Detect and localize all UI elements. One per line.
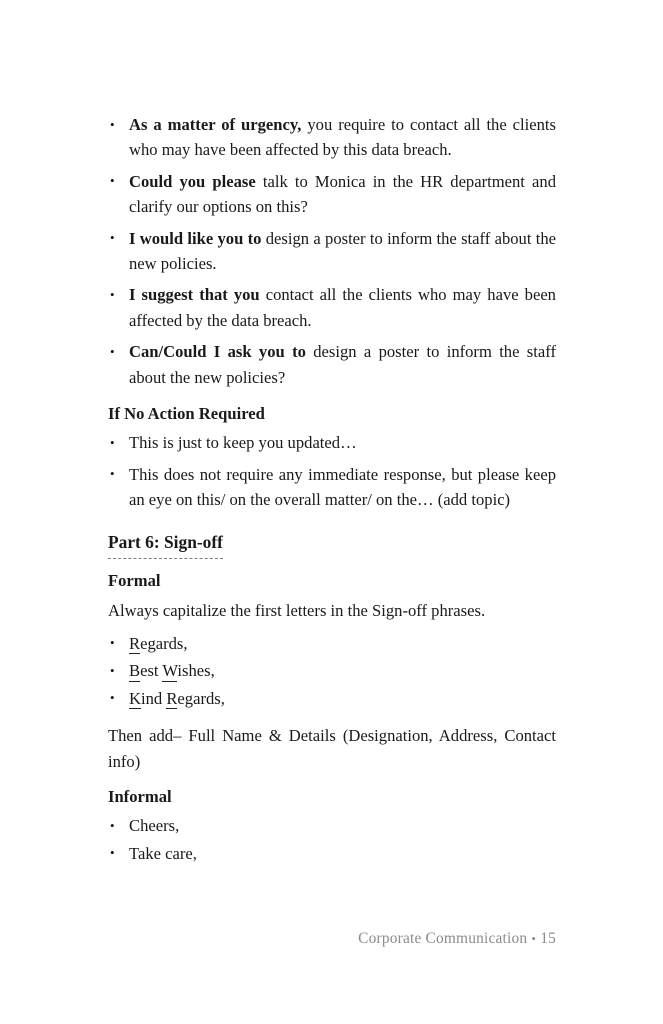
footer-separator-dot: • <box>531 931 537 946</box>
bullet-text: talk to Monica in the HR department and clarify our options on this? <box>129 171 556 217</box>
footer-page-number: 15 <box>540 930 556 947</box>
part-heading-container <box>108 513 556 559</box>
bullet-lead-in: I suggest that you <box>129 285 260 305</box>
bullet-text: you require to contact all the clients who may have been affected by this data breach. <box>129 115 556 160</box>
no-action-list <box>108 430 556 512</box>
list-item <box>108 339 556 390</box>
list-item <box>108 282 556 333</box>
informal-signoff-list <box>108 813 556 866</box>
bullet-lead-in: As a matter of urgency, <box>129 115 302 134</box>
list-item <box>108 686 556 711</box>
list-item <box>108 813 556 838</box>
page-content <box>108 112 556 866</box>
section-heading-formal: Formal <box>108 571 161 591</box>
bullet-lead-in: Could you please <box>129 171 256 191</box>
list-item <box>108 462 556 513</box>
signoff-phrase <box>129 661 215 682</box>
phrase-text: ind <box>140 688 167 708</box>
phrase-text: est <box>140 661 163 681</box>
signoff-phrase: Cheers, <box>129 816 180 836</box>
request-phrases-list <box>108 112 556 390</box>
bullet-lead-in: Can/Could I ask you to <box>129 342 306 362</box>
bullet-text: design a poster to inform the staff about the new policies? <box>129 342 556 387</box>
bullet-text: This does not require any immediate response, but please keep an eye on this/ on the overall matter/ on the… (add topic) <box>129 464 556 510</box>
list-item <box>108 631 556 656</box>
part-heading: Part 6: Sign-off <box>108 530 223 559</box>
bullet-text: This is just to keep you updated… <box>129 433 357 453</box>
formal-signoff-list <box>108 631 556 711</box>
then-add-paragraph: Then add– Full Name & Details (Designation, Address, Contact info) <box>108 726 556 771</box>
page-footer <box>108 929 556 949</box>
section-heading-informal: Informal <box>108 786 172 806</box>
footer-title: Corporate Communication <box>358 930 528 947</box>
underlined-capital: R <box>166 688 178 708</box>
signoff-phrase: Take care, <box>129 843 197 863</box>
underlined-capital: W <box>162 661 178 681</box>
list-item <box>108 658 556 683</box>
bullet-lead-in: I would like you to <box>129 228 262 248</box>
underlined-capital: R <box>129 633 141 653</box>
signoff-phrase <box>129 689 225 710</box>
phrase-text: egards, <box>177 688 225 708</box>
underlined-capital: K <box>129 688 141 708</box>
underlined-capital: B <box>129 661 141 681</box>
list-item <box>108 430 556 455</box>
bullet-text: design a poster to inform the staff about the new policies. <box>129 228 557 274</box>
list-item <box>108 226 556 277</box>
signoff-phrase <box>129 634 188 655</box>
bullet-text: contact all the clients who may have been affected by the data breach. <box>129 285 556 330</box>
phrase-text: ishes, <box>177 661 215 681</box>
list-item <box>108 112 556 163</box>
formal-intro-paragraph: Always capitalize the first letters in the Sign-off phrases. <box>108 600 486 620</box>
phrase-text: egards, <box>140 633 188 653</box>
list-item <box>108 841 556 866</box>
section-heading-no-action: If No Action Required <box>108 404 265 424</box>
list-item <box>108 169 556 220</box>
